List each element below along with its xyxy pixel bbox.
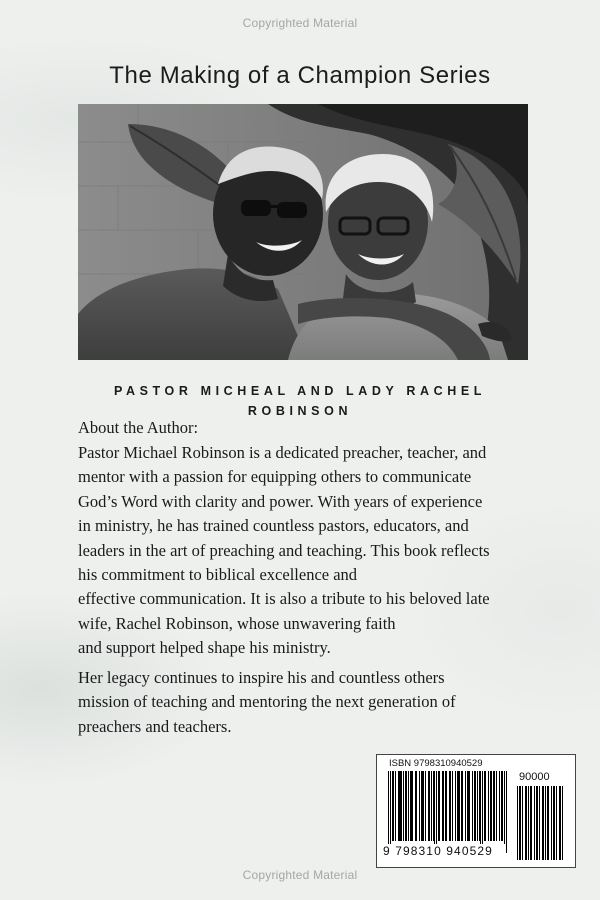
about-heading: About the Author:: [78, 418, 199, 437]
author-name: PASTOR MICHEAL AND LADY RACHEL ROBINSON: [113, 384, 487, 418]
legacy-line: Her legacy continues to inspire his and countless others: [78, 668, 445, 687]
isbn-barcode: [376, 754, 576, 868]
bio-line: Pastor Michael Robinson is a dedicated preacher, teacher, and: [78, 443, 487, 462]
bio-line: wife, Rachel Robinson, whose unwavering faith: [78, 613, 396, 633]
barcode-bars-icon: [388, 771, 508, 853]
isbn-label: ISBN 9798310940529: [389, 758, 483, 769]
addon-bars-icon: [517, 786, 565, 860]
bio-line: effective communication. It is also a tribute to his beloved late: [78, 589, 490, 609]
series-title: The Making of a Champion Series: [109, 62, 491, 89]
bio-line: his commitment to biblical excellence and: [78, 565, 358, 585]
bio-line: God’s Word with clarity and power. With years of experience: [78, 491, 483, 511]
legacy-line: preachers and teachers.: [78, 716, 232, 736]
bio-line: leaders in the art of preaching and teaching. This book reflects: [78, 540, 490, 560]
bio-line: and support helped shape his ministry.: [78, 638, 331, 658]
legacy-paragraph: [78, 666, 568, 739]
author-photo: [78, 104, 528, 360]
bio-line: in ministry, he has trained countless pastors, educators, and: [78, 516, 469, 536]
price-code: 90000: [519, 771, 550, 783]
bio-line: mentor with a passion for equipping others to communicate: [78, 467, 472, 487]
watermark-bottom: Copyrighted Material: [242, 868, 358, 882]
legacy-line: mission of teaching and mentoring the next generation of: [78, 692, 456, 712]
isbn-digits: 9 798310 940529: [383, 844, 505, 858]
author-bio-paragraph: [78, 441, 568, 661]
watermark-top: Copyrighted Material: [242, 16, 358, 30]
